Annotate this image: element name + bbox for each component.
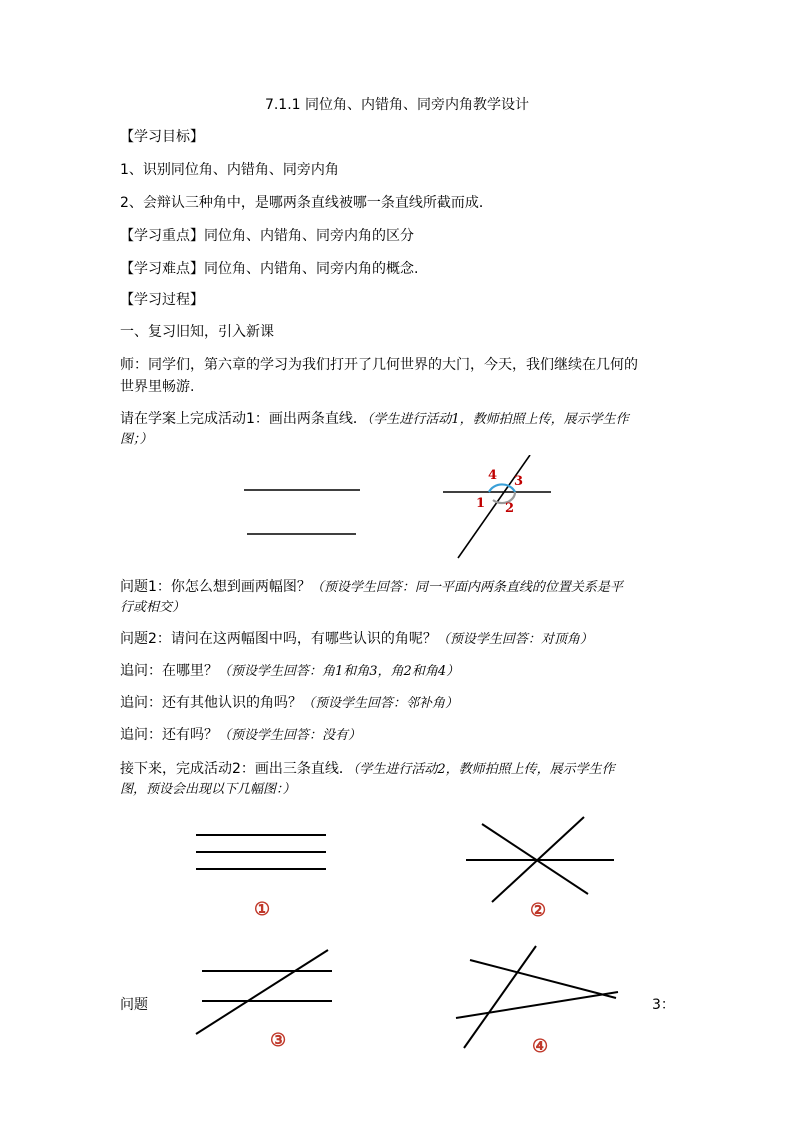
figure-label-2: ② bbox=[530, 900, 547, 921]
section-1-heading: 一、复习旧知，引入新课 bbox=[120, 324, 274, 340]
followup-2-text: 追问：还有其他认识的角吗？ bbox=[120, 695, 302, 711]
question-2-paragraph bbox=[120, 628, 593, 651]
figure-3-transversal bbox=[188, 948, 338, 1058]
figure-4-triangle-lines bbox=[452, 940, 627, 1060]
difficulty: 【学习难点】同位角、内错角、同旁内角的概念. bbox=[120, 261, 419, 277]
figure-label-1: ① bbox=[254, 899, 271, 920]
page-title: 7.1.1 同位角、内错角、同旁内角教学设计 bbox=[264, 97, 530, 113]
goal-1: 1、识别同位角、内错角、同旁内角 bbox=[120, 162, 339, 178]
angle-label-1: 1 bbox=[476, 496, 486, 511]
question-2-note: （预设学生回答：对顶角） bbox=[436, 632, 593, 647]
question-3-left: 问题 bbox=[120, 997, 148, 1013]
fig4-line-b bbox=[456, 992, 618, 1018]
followup-3-note: （预设学生回答：没有） bbox=[218, 728, 362, 743]
followup-2-note: （预设学生回答：邻补角） bbox=[302, 696, 459, 711]
figure-parallel-lines bbox=[230, 470, 380, 550]
goal-2: 2、会辩认三种角中，是哪两条直线被哪一条直线所截而成． bbox=[120, 195, 493, 211]
angle-label-4: 4 bbox=[488, 468, 498, 483]
question-3-right: 3： bbox=[652, 997, 675, 1013]
figure-label-3: ③ bbox=[270, 1030, 287, 1051]
question-1-paragraph bbox=[120, 576, 623, 599]
angle-label-2: 2 bbox=[505, 501, 515, 516]
figure-label-4: ④ bbox=[532, 1036, 549, 1057]
question-2-text: 问题2：请问在这两幅图中吗，有哪些认识的角呢？ bbox=[120, 631, 437, 647]
followup-1-text: 追问：在哪里？ bbox=[120, 663, 218, 679]
followup-1-note: （预设学生回答：角1和角3，角2和角4） bbox=[218, 664, 460, 679]
goals-heading: 【学习目标】 bbox=[120, 129, 204, 145]
question-1-text: 问题1：你怎么想到画两幅图？ bbox=[120, 579, 311, 595]
process-heading: 【学习过程】 bbox=[120, 292, 204, 308]
question-1-note-cont: 行或相交） bbox=[120, 600, 186, 615]
figure-intersecting-lines bbox=[435, 455, 565, 565]
activity-1-paragraph bbox=[120, 408, 629, 431]
activity-2-text: 接下来，完成活动2：画出三条直线． bbox=[120, 761, 353, 777]
fig3-transversal bbox=[196, 950, 328, 1034]
key-point: 【学习重点】同位角、内错角、同旁内角的区分 bbox=[120, 228, 414, 244]
activity-2-note: （学生进行活动2，教师拍照上传，展示学生作 bbox=[352, 762, 615, 777]
activity-2-paragraph bbox=[120, 758, 615, 781]
figure-1-three-parallel bbox=[190, 820, 340, 920]
activity-1-note-cont: 图；） bbox=[120, 432, 153, 447]
followup-2 bbox=[120, 692, 458, 715]
activity-1-text: 请在学案上完成活动1：画出两条直线． bbox=[120, 411, 367, 427]
teacher-line-1: 师：同学们，第六章的学习为我们打开了几何世界的大门，今天，我们继续在几何的 bbox=[120, 357, 638, 373]
activity-2-note-cont: 图，预设会出现以下几幅图：） bbox=[120, 782, 296, 797]
angle-arc-blue bbox=[489, 484, 515, 492]
question-1-note: （预设学生回答：同一平面内两条直线的位置关系是平 bbox=[310, 580, 623, 595]
followup-3 bbox=[120, 724, 361, 747]
teacher-line-2: 世界里畅游. bbox=[120, 379, 195, 395]
followup-3-text: 追问：还有吗？ bbox=[120, 727, 218, 743]
angle-label-3: 3 bbox=[514, 474, 524, 489]
figure-2-concurrent bbox=[460, 812, 620, 922]
activity-1-note: （学生进行活动1，教师拍照上传，展示学生作 bbox=[366, 412, 629, 427]
followup-1 bbox=[120, 660, 459, 683]
fig4-line-a bbox=[470, 960, 616, 998]
